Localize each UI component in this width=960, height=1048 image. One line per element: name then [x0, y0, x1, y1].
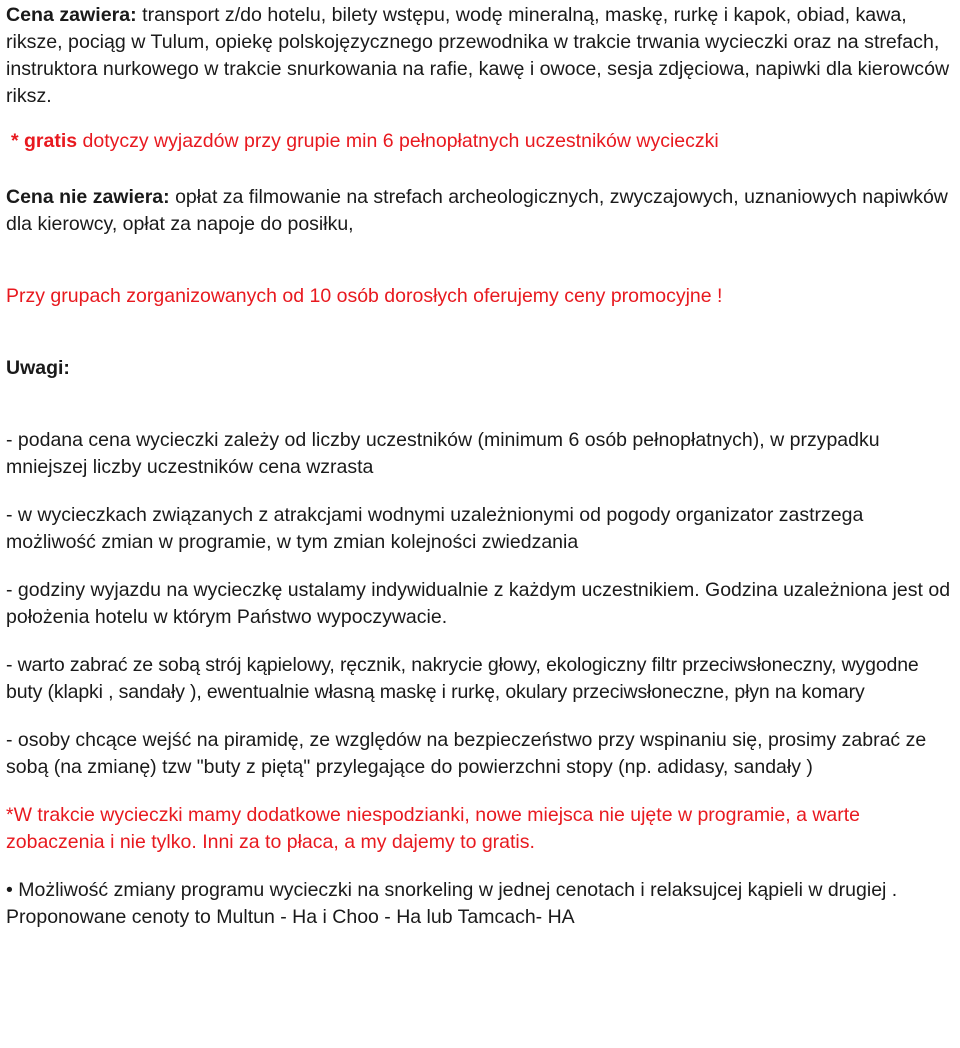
note-departure-hours: - godziny wyjazdu na wycieczkę ustalamy indywidualnie z każdym uczestnikiem. Godzina uzależniona jest od położenia hotelu w którym Państwo wypoczywacie.: [6, 579, 951, 628]
price-includes-text: transport z/do hotelu, bilety wstępu, wodę mineralną, maskę, rurkę i kapok, obiad, kawa, riksze, pociąg w Tulum, opiekę polskojęzycznego przewodnika w trakcie trwania wycieczki oraz na strefach, instruktora nurkowego w trakcie snurkowania na rafie, kawę i owoce, sesja zdjęciowa, napiwki dla kierowców riksz.: [6, 4, 950, 107]
note-price-participants: - podana cena wycieczki zależy od liczby uczestników (minimum 6 osób pełnopłatnych), w przypadku mniejszej liczby uczestników cena wzrasta: [6, 429, 880, 478]
remarks-heading: Uwagi:: [6, 357, 70, 379]
note-what-to-bring: - warto zabrać ze sobą strój kąpielowy, ręcznik, nakrycie głowy, ekologiczny filtr przeciwsłoneczny, wygodne buty (klapki , sandały ), ewentualnie własną maskę i rurkę, okulary przeciwsłoneczne, płyn na komary: [6, 654, 919, 703]
gratis-label: * gratis: [11, 130, 78, 152]
promo-note: Przy grupach zorganizowanych od 10 osób dorosłych oferujemy ceny promocyjne !: [6, 285, 723, 307]
note-pyramid-shoes: - osoby chcące wejść na piramidę, ze względów na bezpieczeństwo przy wspinaniu się, prosimy zabrać ze sobą (na zmianę) tzw "buty z piętą" przylegające do powierzchni stopy (np. adidasy, sandały ): [6, 729, 927, 778]
price-excludes-label: Cena nie zawiera:: [6, 186, 170, 208]
snorkeling-option-bullet: • Możliwość zmiany programu wycieczki na snorkeling w jednej cenotach i relaksujcej kąpieli w drugiej . Proponowane cenoty to Multun - Ha i Choo - Ha lub Tamcach- HA: [6, 879, 898, 928]
document-body: [6, 2, 958, 931]
surprise-note: *W trakcie wycieczki mamy dodatkowe niespodzianki, nowe miejsca nie ujęte w programie, a warte zobaczenia i nie tylko. Inni za to płaca, a my dajemy to gratis.: [6, 804, 861, 853]
price-excludes-paragraph: [6, 184, 958, 238]
gratis-note: [6, 128, 958, 155]
gratis-text: dotyczy wyjazdów przy grupie min 6 pełnopłatnych uczestników wycieczki: [77, 130, 719, 152]
price-excludes-text: opłat za filmowanie na strefach archeologicznych, zwyczajowych, uznaniowych napiwków dla kierowcy, opłat za napoje do posiłku,: [6, 186, 948, 235]
note-water-attractions: - w wycieczkach związanych z atrakcjami wodnymi uzależnionymi od pogody organizator zastrzega możliwość zmian w programie, w tym zmian kolejności zwiedzania: [6, 504, 864, 553]
price-includes-label: Cena zawiera:: [6, 4, 137, 26]
price-includes-paragraph: [6, 2, 958, 110]
